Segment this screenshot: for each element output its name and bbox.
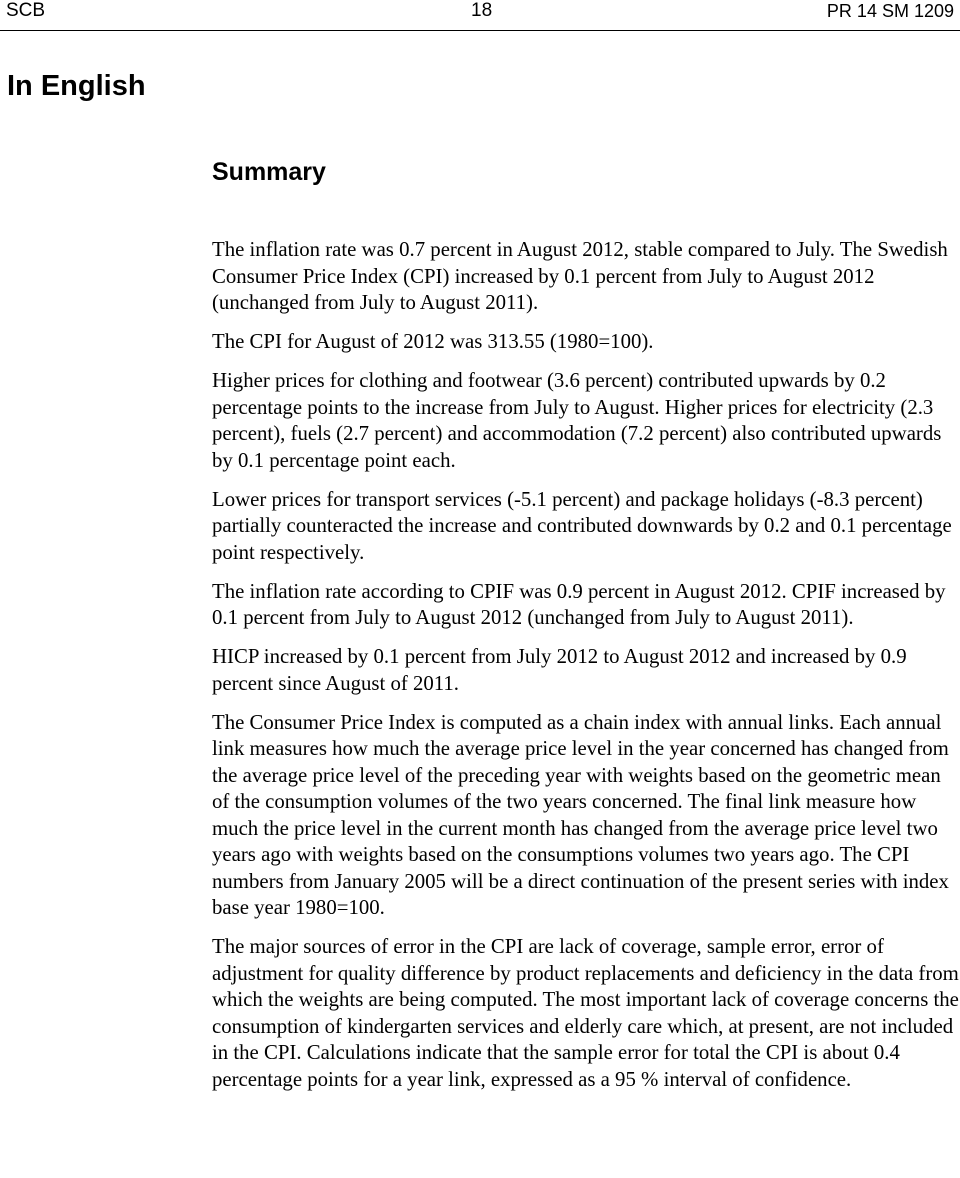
header-divider [0,30,960,31]
paragraph-chain-index: The Consumer Price Index is computed as a chain index with annual links. Each annual link measures how much the average price level in the year concerned has changed from the average price level of the preceding year with weights based on the geometric mean of the consumption volumes of the two years concerned. The final link measure how much the price level in the current month has changed from the average price level two years ago with weights based on the consumptions volumes two years ago. The CPI numbers from January 2005 will be a direct continuation of the present series with index base year 1980=100. [212,710,949,919]
section-title: Summary [212,158,326,186]
paragraph-cpif: The inflation rate according to CPIF was 0.9 percent in August 2012. CPIF increased by 0.1 percent from July to August 2012 (unchanged from July to August 2011). [212,579,946,629]
publication-code: PR 14 SM 1209 [826,1,954,21]
summary-body [212,237,960,1106]
page-title: In English [7,70,146,102]
publisher-label: SCB [6,0,46,21]
page-number: 18 [471,0,493,21]
paragraph-inflation-rate: The inflation rate was 0.7 percent in August 2012, stable compared to July. The Swedish Consumer Price Index (CPI) increased by 0.1 percent from July to August 2012 (unchanged from July to August 2011). [212,238,948,314]
paragraph-lower-prices: Lower prices for transport services (-5.1 percent) and package holidays (-8.3 percent) partially counteracted the increase and contributed downwards by 0.2 and 0.1 percentage point respectively. [212,487,952,564]
paragraph-hicp: HICP increased by 0.1 percent from July 2012 to August 2012 and increased by 0.9 percent since August of 2011. [212,645,907,695]
paragraph-error-sources: The major sources of error in the CPI are lack of coverage, sample error, error of adjustment for quality difference by product replacements and deficiency in the data from which the weights are being computed. The most important lack of coverage concerns the consumption of kindergarten services and elderly care which, at present, are not included in the CPI. Calculations indicate that the sample error for total the CPI is about 0.4 percentage points for a year link, expressed as a 95 % interval of confidence. [212,935,959,1091]
paragraph-higher-prices: Higher prices for clothing and footwear (3.6 percent) contributed upwards by 0.2 percentage points to the increase from July to August. Higher prices for electricity (2.3 percent), fuels (2.7 percent) and accommodation (7.2 percent) also contributed upwards by 0.1 percentage point each. [212,369,942,472]
page-header [0,0,960,28]
paragraph-cpi-value: The CPI for August of 2012 was 313.55 (1980=100). [212,330,654,353]
